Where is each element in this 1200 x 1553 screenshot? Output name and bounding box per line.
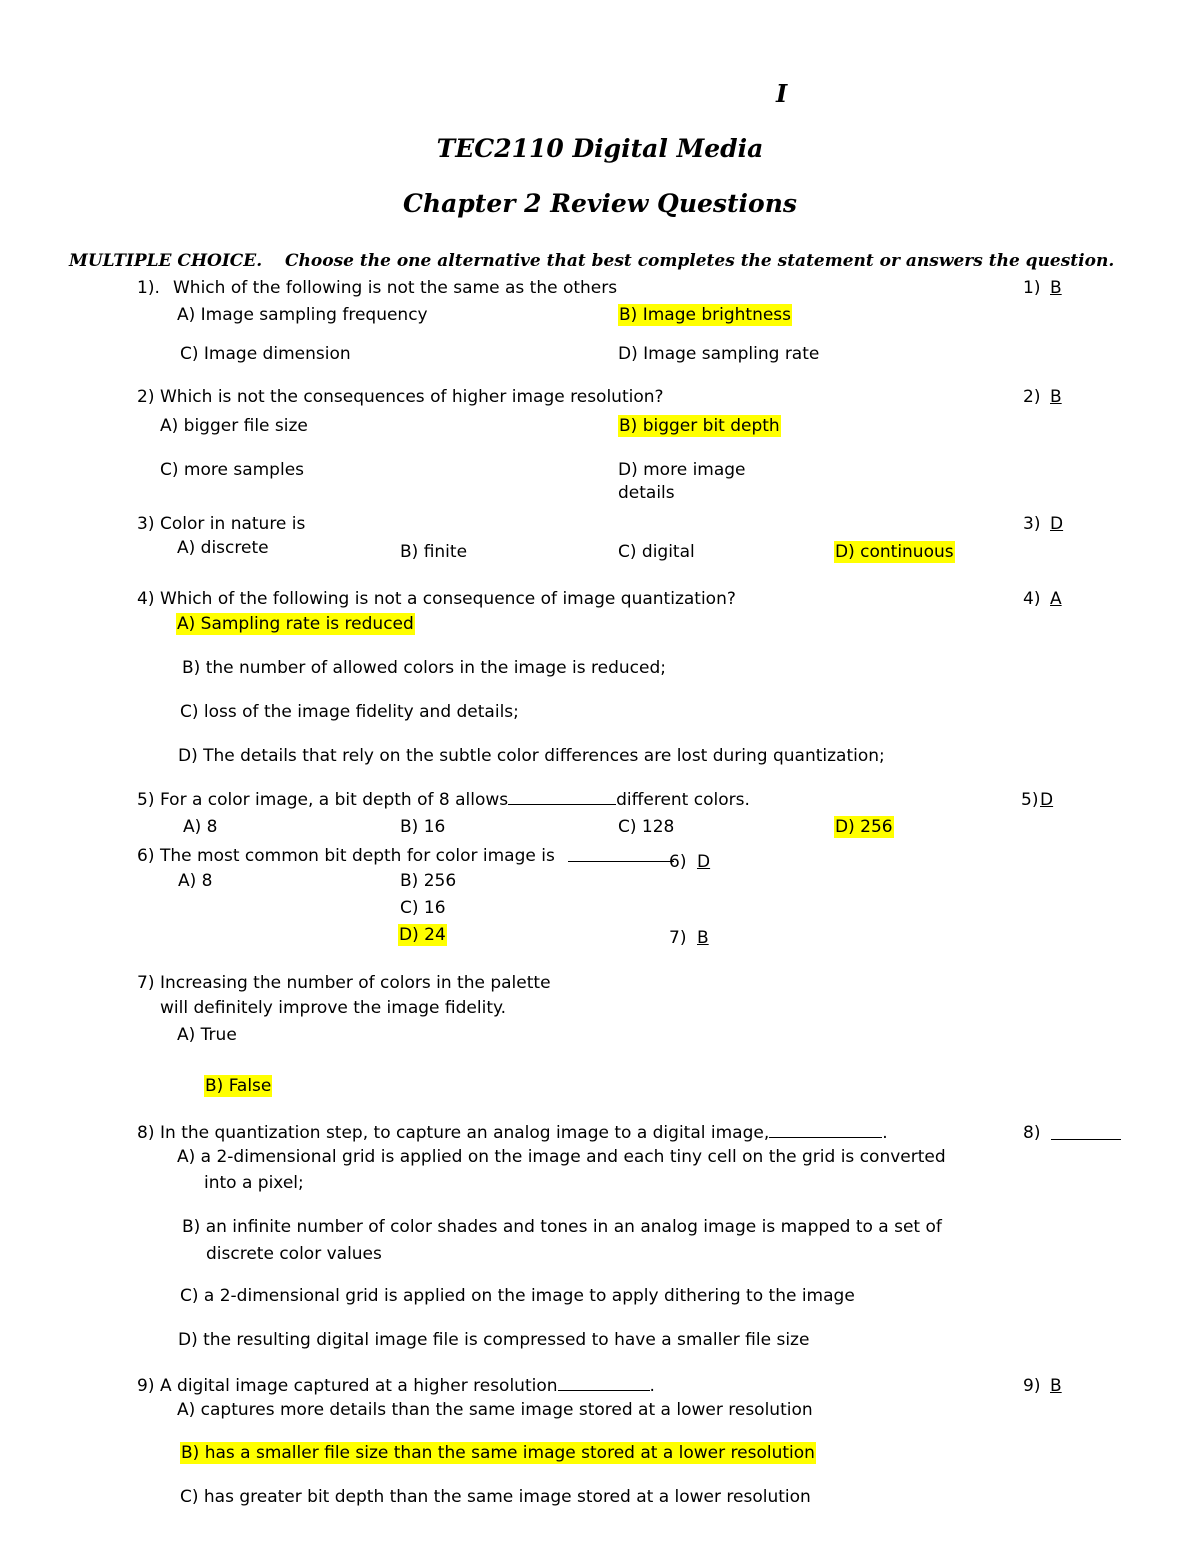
question-7-text-line2: will definitely improve the image fidelity. [160,998,507,1018]
question-1-option-b: B) Image brightness [619,305,792,325]
question-7-option-a: A) True [177,1025,237,1045]
question-1-number: 1). [137,278,160,298]
question-8-number: 8) [137,1123,155,1143]
question-5-option-c: C) 128 [618,817,675,837]
answer-6: D [697,852,711,872]
answer-9-label: 9) [1023,1376,1041,1396]
question-1-option-a: A) Image sampling frequency [177,305,428,325]
question-6-blank [568,861,674,862]
answer-2: B [1050,387,1062,407]
question-1-option-c: C) Image dimension [180,344,351,364]
page-title: TEC2110 Digital Media [436,134,764,163]
question-7-number: 7) [137,973,155,993]
question-8-option-c: C) a 2-dimensional grid is applied on the image to apply dithering to the image [180,1286,855,1306]
question-6-option-a: A) 8 [178,871,213,891]
question-3-option-b: B) finite [400,542,468,562]
answer-4-label: 4) [1023,589,1041,609]
question-9-number: 9) [137,1376,155,1396]
question-1-option-d: D) Image sampling rate [618,344,820,364]
question-6-text: The most common bit depth for color image is [160,846,555,866]
answer-7-label: 7) [669,928,687,948]
question-9-text-after: . [649,1376,655,1396]
answer-5-label: 5) [1021,790,1039,810]
question-8-blank [769,1123,882,1138]
question-5-text-after: different colors. [616,790,750,810]
question-2-option-c: C) more samples [160,460,305,480]
answer-8-label: 8) [1023,1123,1041,1143]
answer-4: A [1050,589,1062,609]
answer-2-label: 2) [1023,387,1041,407]
page-mark: I [776,79,788,108]
answer-7: B [697,928,709,948]
question-3-option-c: C) digital [618,542,695,562]
question-8-option-b: B) an infinite number of color shades and tones in an analog image is mapped to a set of [182,1217,942,1237]
question-5-option-a: A) 8 [183,817,218,837]
question-7-text-line1: Increasing the number of colors in the palette [160,973,551,993]
instructions-text: Choose the one alternative that best completes the statement or answers the question. [285,251,1115,271]
question-2-option-d-cont: details [618,483,675,503]
question-5-text [160,789,750,811]
answer-3-label: 3) [1023,514,1041,534]
question-4-number: 4) [137,589,155,609]
question-3-number: 3) [137,514,155,534]
question-2-text: Which is not the consequences of higher image resolution? [160,387,664,407]
question-6-option-b: B) 256 [400,871,457,891]
question-2-option-d: D) more image [618,460,746,480]
question-6-option-c: C) 16 [400,898,446,918]
answer-1-label: 1) [1023,278,1041,298]
answer-6-label: 6) [669,852,687,872]
question-9-blank [558,1376,650,1391]
instructions-label: MULTIPLE CHOICE. [69,251,263,271]
question-3-option-a: A) discrete [177,538,269,558]
question-2-option-a: A) bigger file size [160,416,308,436]
answer-1: B [1050,278,1062,298]
question-6-number: 6) [137,846,155,866]
question-8-option-d: D) the resulting digital image file is compressed to have a smaller file size [178,1330,810,1350]
question-4-option-a: A) Sampling rate is reduced [177,614,414,634]
question-5-number: 5) [137,790,155,810]
question-7-option-b: B) False [205,1076,272,1096]
question-8-text-before: In the quantization step, to capture an analog image to a digital image, [160,1123,770,1143]
question-9-option-a: A) captures more details than the same image stored at a lower resolution [177,1400,813,1420]
question-3-text: Color in nature is [160,514,306,534]
question-1-text: Which of the following is not the same as the others [173,278,618,298]
question-3-option-d: D) continuous [835,542,954,562]
question-4-option-b: B) the number of allowed colors in the image is reduced; [182,658,666,678]
question-8-text-after: . [882,1123,888,1143]
question-8-option-b-cont: discrete color values [206,1244,382,1264]
question-8-option-a-cont: into a pixel; [204,1173,304,1193]
question-8-option-a: A) a 2-dimensional grid is applied on the image and each tiny cell on the grid is converted [177,1147,946,1167]
question-4-option-d: D) The details that rely on the subtle color differences are lost during quantization; [178,746,885,766]
question-5-option-d: D) 256 [835,817,893,837]
question-4-text: Which of the following is not a consequence of image quantization? [160,589,736,609]
answer-5: D [1040,790,1054,810]
question-4-option-c: C) loss of the image fidelity and details; [180,702,519,722]
question-5-blank [508,790,616,805]
question-8-text [160,1122,888,1144]
answer-3: D [1050,514,1064,534]
question-9-option-c: C) has greater bit depth than the same image stored at a lower resolution [180,1487,811,1507]
question-2-option-b: B) bigger bit depth [619,416,780,436]
question-9-text-before: A digital image captured at a higher resolution [160,1376,558,1396]
question-5-text-before: For a color image, a bit depth of 8 allows [160,790,509,810]
question-2-number: 2) [137,387,155,407]
question-9-option-b: B) has a smaller file size than the same image stored at a lower resolution [181,1443,815,1463]
question-5-option-b: B) 16 [400,817,446,837]
answer-9: B [1050,1376,1062,1396]
question-6-option-d: D) 24 [399,925,446,945]
question-9-text [160,1375,655,1397]
page-subtitle: Chapter 2 Review Questions [403,189,797,218]
answer-8-blank [1051,1139,1121,1140]
